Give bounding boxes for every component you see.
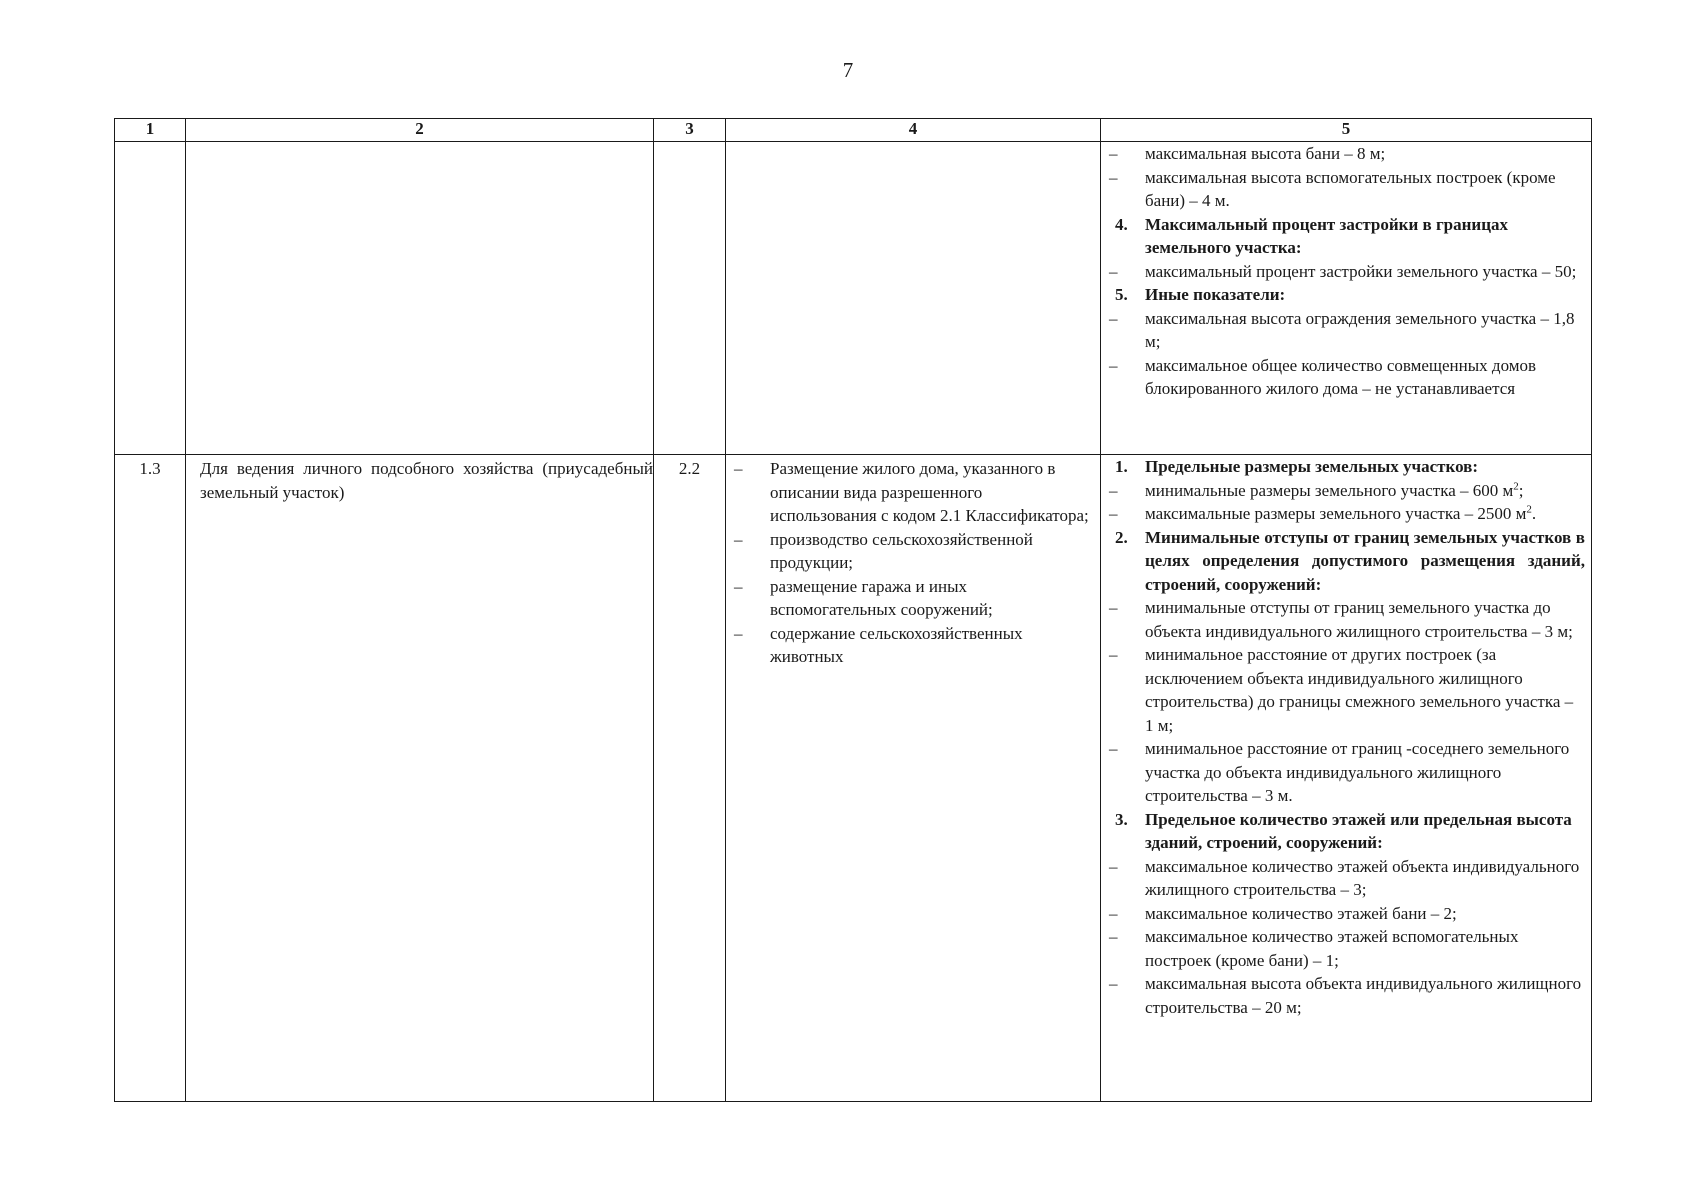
dash-marker: – bbox=[1109, 144, 1118, 163]
parameter-text: максимальное общее количество совмещенных домов блокированного жилого дома – не устанавливается bbox=[1145, 355, 1537, 398]
superscript: 2 bbox=[1513, 479, 1519, 492]
parameter-heading bbox=[1101, 213, 1585, 260]
parameters-list bbox=[1101, 455, 1585, 1019]
cell-code: 2.2 bbox=[654, 455, 726, 1102]
table-row-1-3 bbox=[115, 455, 1592, 1102]
parameter-item bbox=[1101, 502, 1585, 526]
parameter-text: Максимальный процент застройки в границах земельного участка: bbox=[1145, 214, 1509, 257]
parameter-item bbox=[1101, 737, 1585, 808]
cell-description bbox=[726, 142, 1101, 455]
description-list bbox=[726, 457, 1092, 669]
parameter-text: минимальные отступы от границ земельного участка до объекта индивидуального жилищного строительства – 3 м; bbox=[1145, 598, 1573, 641]
parameter-heading bbox=[1101, 283, 1585, 307]
dash-marker: – bbox=[1109, 856, 1118, 876]
parameters-list bbox=[1101, 142, 1585, 401]
cell-name: Для ведения личного подсобного хозяйства (приусадебный земельный участок) bbox=[186, 455, 654, 1102]
parameter-tail: ; bbox=[1518, 480, 1524, 500]
column-number-5: 5 bbox=[1101, 119, 1592, 142]
cell-name bbox=[186, 142, 654, 455]
heading-number: 5. bbox=[1115, 285, 1128, 304]
heading-number: 3. bbox=[1115, 809, 1128, 829]
dash-marker: – bbox=[1109, 903, 1118, 923]
parameter-text: максимальная высота бани – 8 м; bbox=[1145, 144, 1386, 163]
parameter-heading bbox=[1101, 526, 1585, 597]
cell-number bbox=[115, 142, 186, 455]
parameter-heading bbox=[1101, 808, 1585, 855]
heading-number: 2. bbox=[1115, 527, 1128, 547]
parameter-item bbox=[1101, 643, 1585, 737]
dash-marker: – bbox=[1109, 504, 1118, 523]
parameter-item bbox=[1101, 166, 1585, 213]
parameter-text: Иные показатели: bbox=[1145, 285, 1286, 304]
superscript: 2 bbox=[1526, 503, 1532, 516]
column-numbers-row bbox=[115, 119, 1592, 142]
parameter-text: максимальный процент застройки земельного участка – 50; bbox=[1145, 261, 1577, 281]
page-number: 7 bbox=[842, 58, 854, 82]
parameter-tail: . bbox=[1531, 504, 1537, 523]
parameter-item bbox=[1101, 972, 1585, 1019]
dash-marker: – bbox=[1109, 261, 1118, 281]
dash-marker: – bbox=[1109, 355, 1118, 375]
parameter-item bbox=[1101, 925, 1585, 972]
zoning-regulations-table bbox=[114, 118, 1592, 1102]
dash-marker: – bbox=[1109, 645, 1118, 664]
cell-parameters bbox=[1101, 455, 1592, 1102]
parameter-item bbox=[1101, 855, 1585, 902]
column-number-2: 2 bbox=[186, 119, 654, 142]
parameter-text: максимальная высота объекта индивидуального жилищного строительства – 20 м; bbox=[1145, 974, 1582, 1017]
dash-marker: – bbox=[1109, 598, 1118, 617]
parameter-item bbox=[1101, 596, 1585, 643]
column-number-1: 1 bbox=[115, 119, 186, 142]
cell-number: 1.3 bbox=[115, 455, 186, 1102]
description-item: – размещение гаража и иных вспомогательных сооружений; bbox=[726, 575, 1092, 622]
dash-marker: – bbox=[1109, 739, 1118, 758]
parameter-text: максимальное количество этажей бани – 2; bbox=[1145, 903, 1457, 923]
description-item: – содержание сельскохозяйственных животных bbox=[726, 622, 1092, 669]
heading-number: 4. bbox=[1115, 214, 1128, 234]
parameter-text: максимальная высота ограждения земельного участка – 1,8 м; bbox=[1145, 308, 1575, 351]
description-item: – Размещение жилого дома, указанного в описании вида разрешенного использования с кодом 2.1 Классификатора; bbox=[726, 457, 1092, 528]
dash-marker: – bbox=[1109, 308, 1118, 328]
parameter-item bbox=[1101, 479, 1585, 503]
table-row-continuation bbox=[115, 142, 1592, 455]
parameter-item bbox=[1101, 354, 1585, 401]
parameter-text: максимальное количество этажей объекта индивидуального жилищного строительства – 3; bbox=[1145, 856, 1580, 899]
heading-number: 1. bbox=[1115, 457, 1128, 476]
cell-code bbox=[654, 142, 726, 455]
parameter-text: Предельное количество этажей или предельная высота зданий, строений, сооружений: bbox=[1145, 809, 1572, 852]
dash-marker: – bbox=[1109, 927, 1118, 946]
parameter-text: минимальные размеры земельного участка – 600 м bbox=[1145, 480, 1514, 500]
parameter-text: Минимальные отступы от границ земельных участков в целях определения допустимого размещения зданий, строений, сооружений: bbox=[1145, 527, 1585, 594]
parameter-item bbox=[1101, 260, 1585, 284]
parameter-heading bbox=[1101, 455, 1585, 479]
parameter-text: минимальное расстояние от других построек (за исключением объекта индивидуального жилищного строительства) до границы смежного земельного участка – 1 м; bbox=[1145, 645, 1574, 735]
dash-marker: – bbox=[1109, 974, 1118, 993]
parameter-text: максимальная высота вспомогательных построек (кроме бани) – 4 м. bbox=[1145, 167, 1556, 210]
dash-marker: – bbox=[1109, 480, 1118, 500]
column-number-3: 3 bbox=[654, 119, 726, 142]
cell-description bbox=[726, 455, 1101, 1102]
column-number-4: 4 bbox=[726, 119, 1101, 142]
parameter-item bbox=[1101, 902, 1585, 926]
parameter-text: максимальное количество этажей вспомогательных построек (кроме бани) – 1; bbox=[1145, 927, 1519, 970]
dash-marker: – bbox=[1109, 167, 1118, 187]
parameter-item bbox=[1101, 307, 1585, 354]
cell-parameters bbox=[1101, 142, 1592, 455]
parameter-item bbox=[1101, 142, 1585, 166]
parameter-text: Предельные размеры земельных участков: bbox=[1145, 457, 1479, 476]
parameter-text: максимальные размеры земельного участка – 2500 м bbox=[1145, 504, 1527, 523]
parameter-text: минимальное расстояние от границ -соседнего земельного участка до объекта индивидуального жилищного строительства – 3 м. bbox=[1145, 739, 1570, 805]
description-item: – производство сельскохозяйственной продукции; bbox=[726, 528, 1092, 575]
